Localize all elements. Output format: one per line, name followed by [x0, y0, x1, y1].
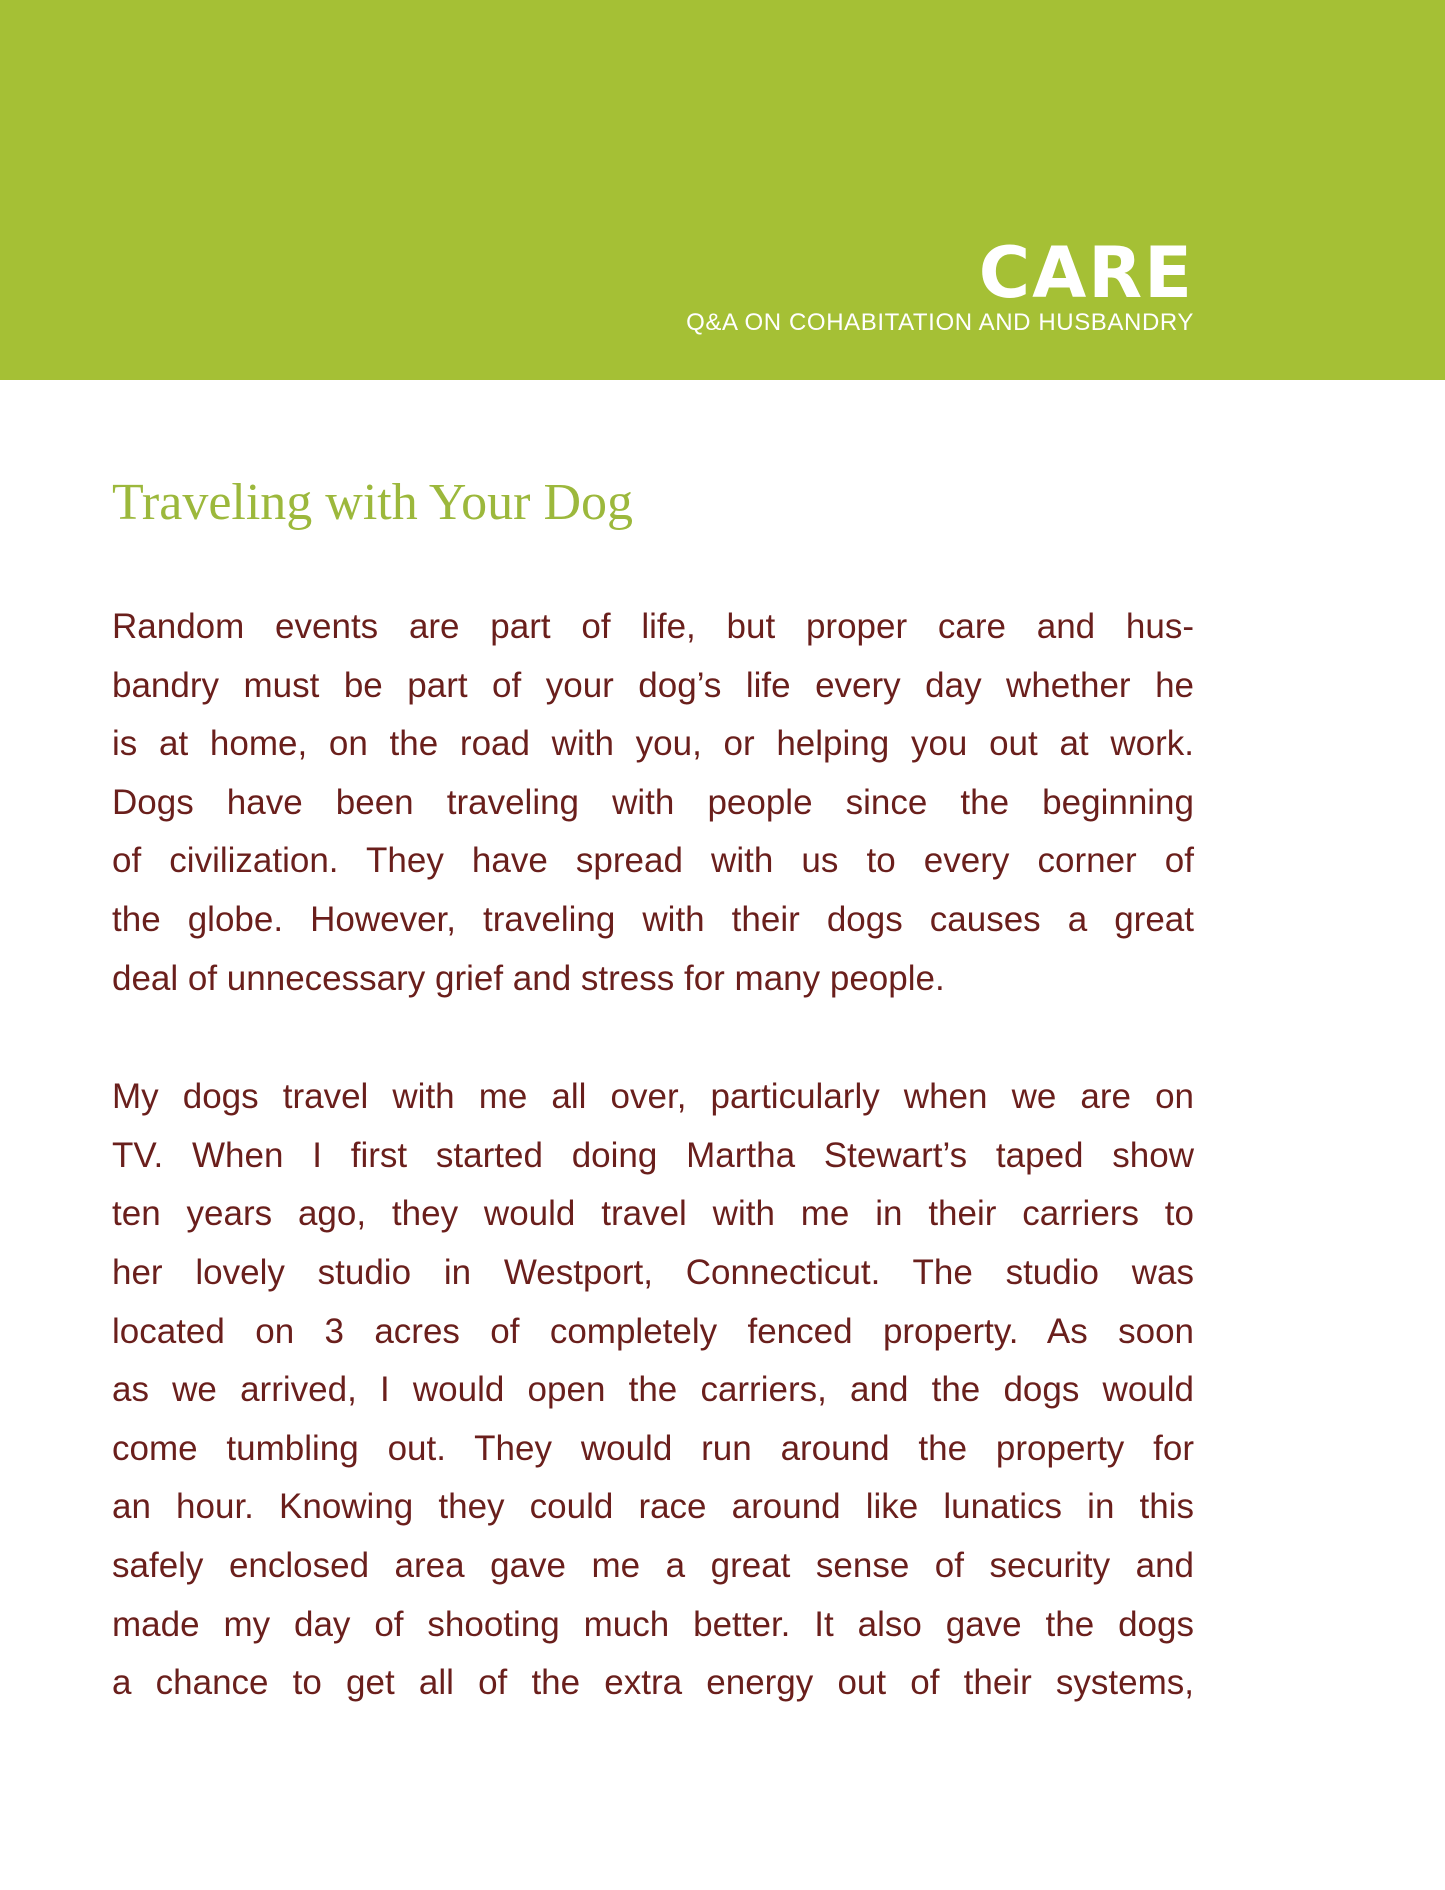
article-title: Traveling with Your Dog: [112, 474, 634, 531]
text-line: safely enclosed area gave me a great sense of security and: [112, 1545, 1194, 1585]
article: [112, 468, 1194, 1773]
text-line: Dogs have been traveling with people since the beginning: [112, 782, 1194, 822]
section-title: CARE: [978, 232, 1194, 314]
paragraph-1: [112, 598, 1194, 1008]
text-line: an hour. Knowing they could race around like lunatics in this: [112, 1487, 1194, 1527]
text-line: of civilization. They have spread with us to every corner of: [112, 841, 1194, 881]
header-band: [0, 0, 1445, 380]
text-line: Random events are part of life, but proper care and hus-: [112, 607, 1194, 646]
text-line: is at home, on the road with you, or helping you out at work.: [112, 724, 1194, 764]
text-line: come tumbling out. They would run around the property for: [112, 1428, 1194, 1468]
text-line: made my day of shooting much better. It also gave the dogs: [112, 1604, 1194, 1644]
text-line: as we arrived, I would open the carriers, and the dogs would: [112, 1370, 1194, 1410]
text-line: located on 3 acres of completely fenced property. As soon: [112, 1311, 1194, 1351]
text-line: ten years ago, they would travel with me in their carriers to: [112, 1194, 1194, 1234]
text-line: a chance to get all of the extra energy out of their systems,: [112, 1663, 1194, 1703]
paragraph-2: [112, 1068, 1194, 1713]
text-line: TV. When I first started doing Martha Stewart’s taped show: [112, 1135, 1194, 1175]
text-line: deal of unnecessary grief and stress for many people.: [112, 958, 945, 998]
text-line: her lovely studio in Westport, Connecticut. The studio was: [112, 1252, 1194, 1292]
text-line: the globe. However, traveling with their dogs causes a great: [112, 899, 1194, 939]
section-subtitle: Q&A ON COHABITATION AND HUSBANDRY: [686, 309, 1194, 336]
text-line: My dogs travel with me all over, particularly when we are on: [112, 1077, 1194, 1117]
text-line: bandry must be part of your dog’s life every day whether he: [112, 665, 1194, 705]
